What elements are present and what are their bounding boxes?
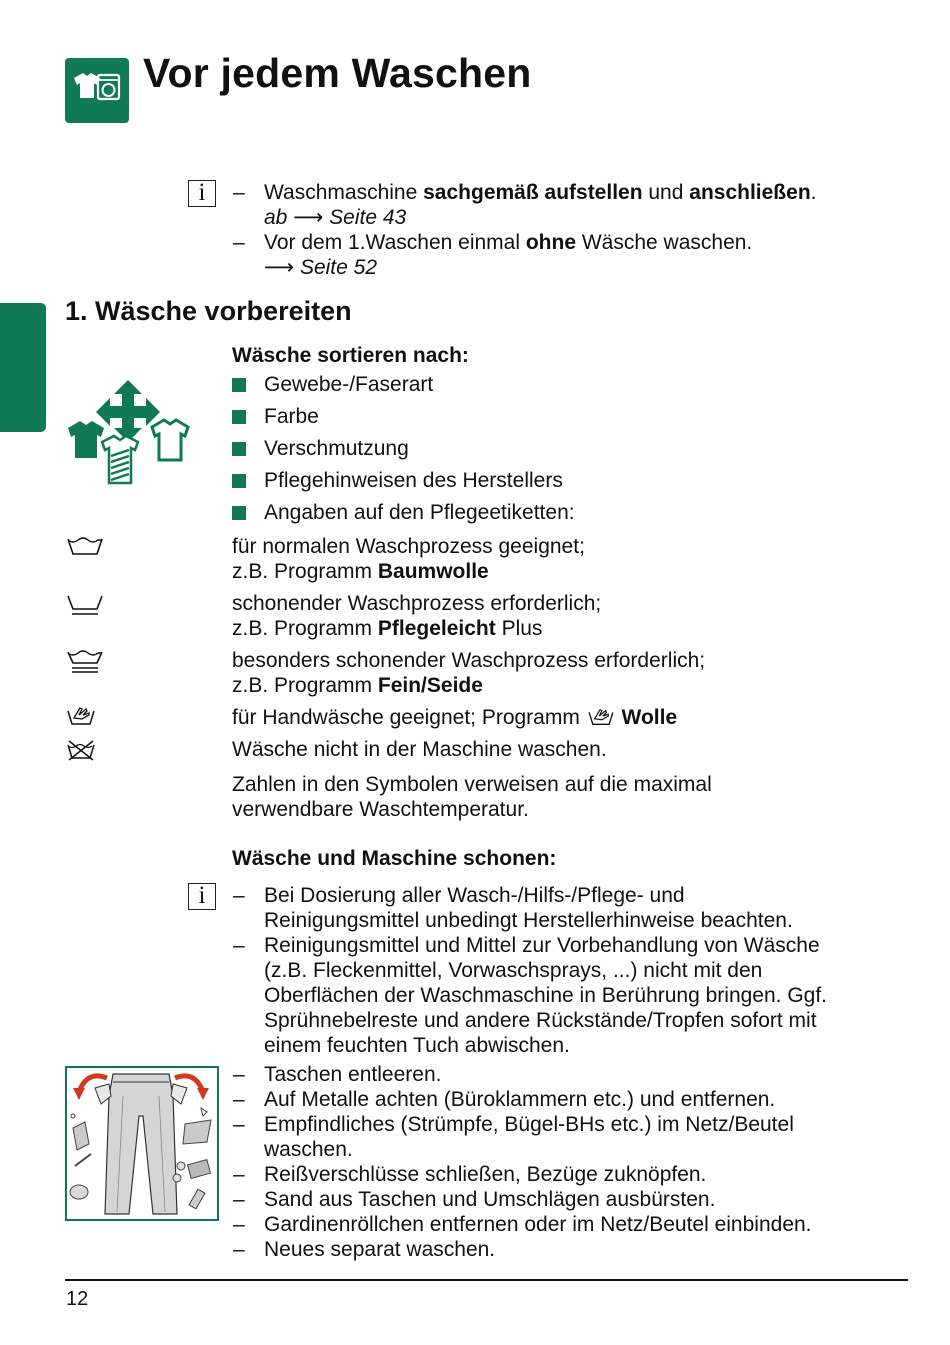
dash: – (233, 231, 245, 254)
care-very-gentle-program: z.B. Programm Fein/Seide (232, 674, 483, 697)
checklist-item: Empfindliches (Strümpfe, Bügel-BHs etc.) im Netz/Beutel (264, 1113, 794, 1136)
temperature-note-2: verwendbare Waschtemperatur. (232, 798, 529, 821)
chapter-tab-marker (0, 303, 46, 432)
checklist-item: Auf Metalle achten (Büroklammern etc.) und entfernen. (264, 1088, 776, 1111)
sort-item: Gewebe-/Faserart (264, 373, 434, 396)
sort-item: Pflegehinweisen des Herstellers (264, 469, 563, 492)
checklist-item: Gardinenröllchen entfernen oder im Netz/Beutel einbinden. (264, 1213, 812, 1236)
dash: – (233, 884, 245, 907)
sort-item: Angaben auf den Pflegeetiketten: (264, 501, 575, 524)
protect-note-2-line-4: Sprühnebelreste und andere Rückstände/Tropfen sofort mit (264, 1009, 817, 1032)
dash: – (233, 1213, 245, 1236)
protect-note-1-line-2: Reinigungsmittel unbedingt Herstellerhinweise beachten. (264, 909, 793, 932)
page-title: Vor jedem Waschen (143, 50, 532, 96)
care-no-wash-text: Wäsche nicht in der Maschine waschen. (232, 738, 607, 761)
hand-wash-inline-icon (586, 707, 616, 727)
dash: – (233, 1088, 245, 1111)
wash-very-gentle-icon (66, 649, 104, 675)
wash-gentle-icon (66, 593, 104, 617)
care-very-gentle-text: besonders schonender Waschprozess erforderlich; (232, 649, 706, 672)
care-gentle-text: schonender Waschprozess erforderlich; (232, 592, 602, 615)
intro-page-ref-52: ⟶ Seite 52 (264, 256, 377, 279)
do-not-wash-icon (66, 739, 96, 761)
care-gentle-program: z.B. Programm Pflegeleicht Plus (232, 617, 543, 640)
protect-note-2-line-1: Reinigungsmittel und Mittel zur Vorbehandlung von Wäsche (264, 934, 820, 957)
info-icon: i (188, 180, 216, 207)
dash: – (233, 1063, 245, 1086)
checklist-item: Reißverschlüsse schließen, Bezüge zuknöpfen. (264, 1163, 707, 1186)
sort-laundry-icon (64, 380, 196, 495)
dash: – (233, 1163, 245, 1186)
bullet-square (232, 506, 246, 520)
dash: – (233, 181, 245, 204)
protect-note-1-line-1: Bei Dosierung aller Wasch-/Hilfs-/Pflege- und (264, 884, 685, 907)
bullet-square (232, 378, 246, 392)
checklist-item-continued: waschen. (264, 1138, 353, 1161)
checklist-item: Taschen entleeren. (264, 1063, 442, 1086)
dash: – (233, 1113, 245, 1136)
empty-pockets-illustration (65, 1066, 219, 1226)
checklist-item: Sand aus Taschen und Umschlägen ausbürsten. (264, 1188, 716, 1211)
bullet-square (232, 410, 246, 424)
sort-item: Verschmutzung (264, 437, 409, 460)
protect-note-2-line-5: einem feuchten Tuch abwischen. (264, 1034, 570, 1057)
wash-normal-icon (66, 536, 104, 558)
intro-page-ref-43: ab ⟶ Seite 43 (264, 206, 407, 229)
protect-heading: Wäsche und Maschine schonen: (232, 847, 557, 870)
dash: – (233, 1238, 245, 1261)
sort-heading: Wäsche sortieren nach: (232, 344, 469, 367)
hand-wash-icon (66, 705, 96, 727)
intro-line-1: Waschmaschine sachgemäß aufstellen und anschließen. (264, 181, 817, 204)
dash: – (233, 1188, 245, 1211)
bullet-square (232, 474, 246, 488)
section-heading: 1. Wäsche vorbereiten (65, 296, 352, 326)
checklist-item: Neues separat waschen. (264, 1238, 496, 1261)
care-hand-text: für Handwäsche geeignet; Programm Wolle (232, 706, 678, 729)
bullet-square (232, 442, 246, 456)
protect-note-2-line-3: Oberflächen der Waschmaschine in Berührung bringen. Ggf. (264, 984, 828, 1007)
temperature-note-1: Zahlen in den Symbolen verweisen auf die maximal (232, 773, 712, 796)
page-number: 12 (66, 1288, 89, 1310)
intro-line-3: Vor dem 1.Waschen einmal ohne Wäsche waschen. (264, 231, 753, 254)
protect-note-2-line-2: (z.B. Fleckenmittel, Vorwaschsprays, ...) nicht mit den (264, 959, 763, 982)
footer-divider (65, 1279, 908, 1281)
care-normal-text: für normalen Waschprozess geeignet; (232, 535, 585, 558)
dash: – (233, 934, 245, 957)
sort-item: Farbe (264, 405, 319, 428)
washing-machine-shirt-icon (65, 58, 129, 123)
care-normal-program: z.B. Programm Baumwolle (232, 560, 489, 583)
info-icon: i (188, 883, 216, 910)
